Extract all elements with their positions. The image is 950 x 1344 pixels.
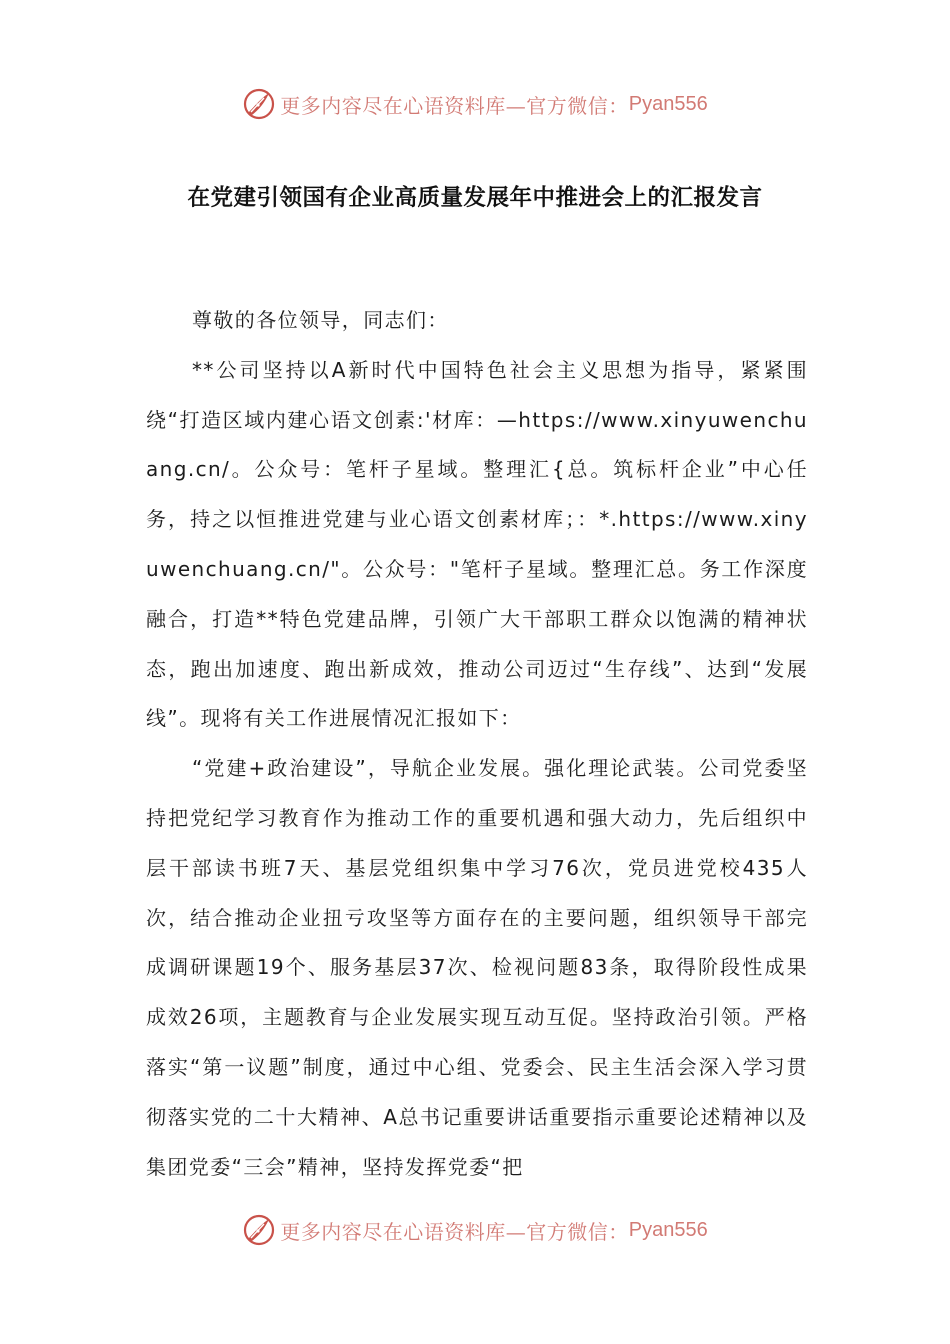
intro-paragraph: **公司坚持以A新时代中国特色社会主义思想为指导，紧紧围绕“打造区域内建心语文创素:'材库：—https://www.xinyuwenchuang.cn/。公众号：笔杆子星域。整理汇{总。筑标杆企业”中心任务，持之以恒推进党建与业心语文创素材库；：*.https://www.xinyuwenchuang.cn/"。公众号："笔杆子星域。整理汇总。务工作深度融合，打造**特色党建品牌，引领广大干部职工群众以饱满的精神状态，跑出加速度、跑出新成效，推动公司迈过“生存线”、达到“发展线”。现将有关工作进展情况汇报如下： (146, 357, 808, 731)
watermark-handle: Pyan556 (628, 92, 708, 115)
document-title: 在党建引领国有企业高质量发展年中推进会上的汇报发言 (187, 185, 763, 211)
watermark-text: 更多内容尽在心语资料库—官方微信： (280, 1219, 629, 1244)
political-building-paragraph: “党建+政治建设”，导航企业发展。强化理论武装。公司党委坚持把党纪学习教育作为推动工作的重要机遇和强大动力，先后组织中层干部读书班7天、基层党组织集中学习76次，党员进党校435人次，结合推动企业扭亏攻坚等方面存在的主要问题，组织领导干部完成调研课题19个、服务基层37次、检视问题83条，取得阶段性成果成效26项，主题教育与企业发展实现互动互促。坚持政治引领。严格落实“第一议题”制度，通过中心组、党委会、民主生活会深入学习贯彻落实党的二十大精神、A总书记重要讲话重要指示重要论述精神以及集团党委“三会”精神，坚持发挥党委“把 (146, 756, 808, 1179)
watermark-banner-top (0, 84, 950, 124)
watermark-handle: Pyan556 (628, 1218, 708, 1241)
pen-nib-logo-icon (242, 87, 276, 121)
document-body (146, 296, 808, 1192)
watermark-text: 更多内容尽在心语资料库—官方微信： (280, 93, 629, 118)
watermark-banner-bottom (0, 1210, 950, 1250)
pen-nib-logo-icon (242, 1213, 276, 1247)
salutation-paragraph: 尊敬的各位领导，同志们： (192, 308, 449, 332)
